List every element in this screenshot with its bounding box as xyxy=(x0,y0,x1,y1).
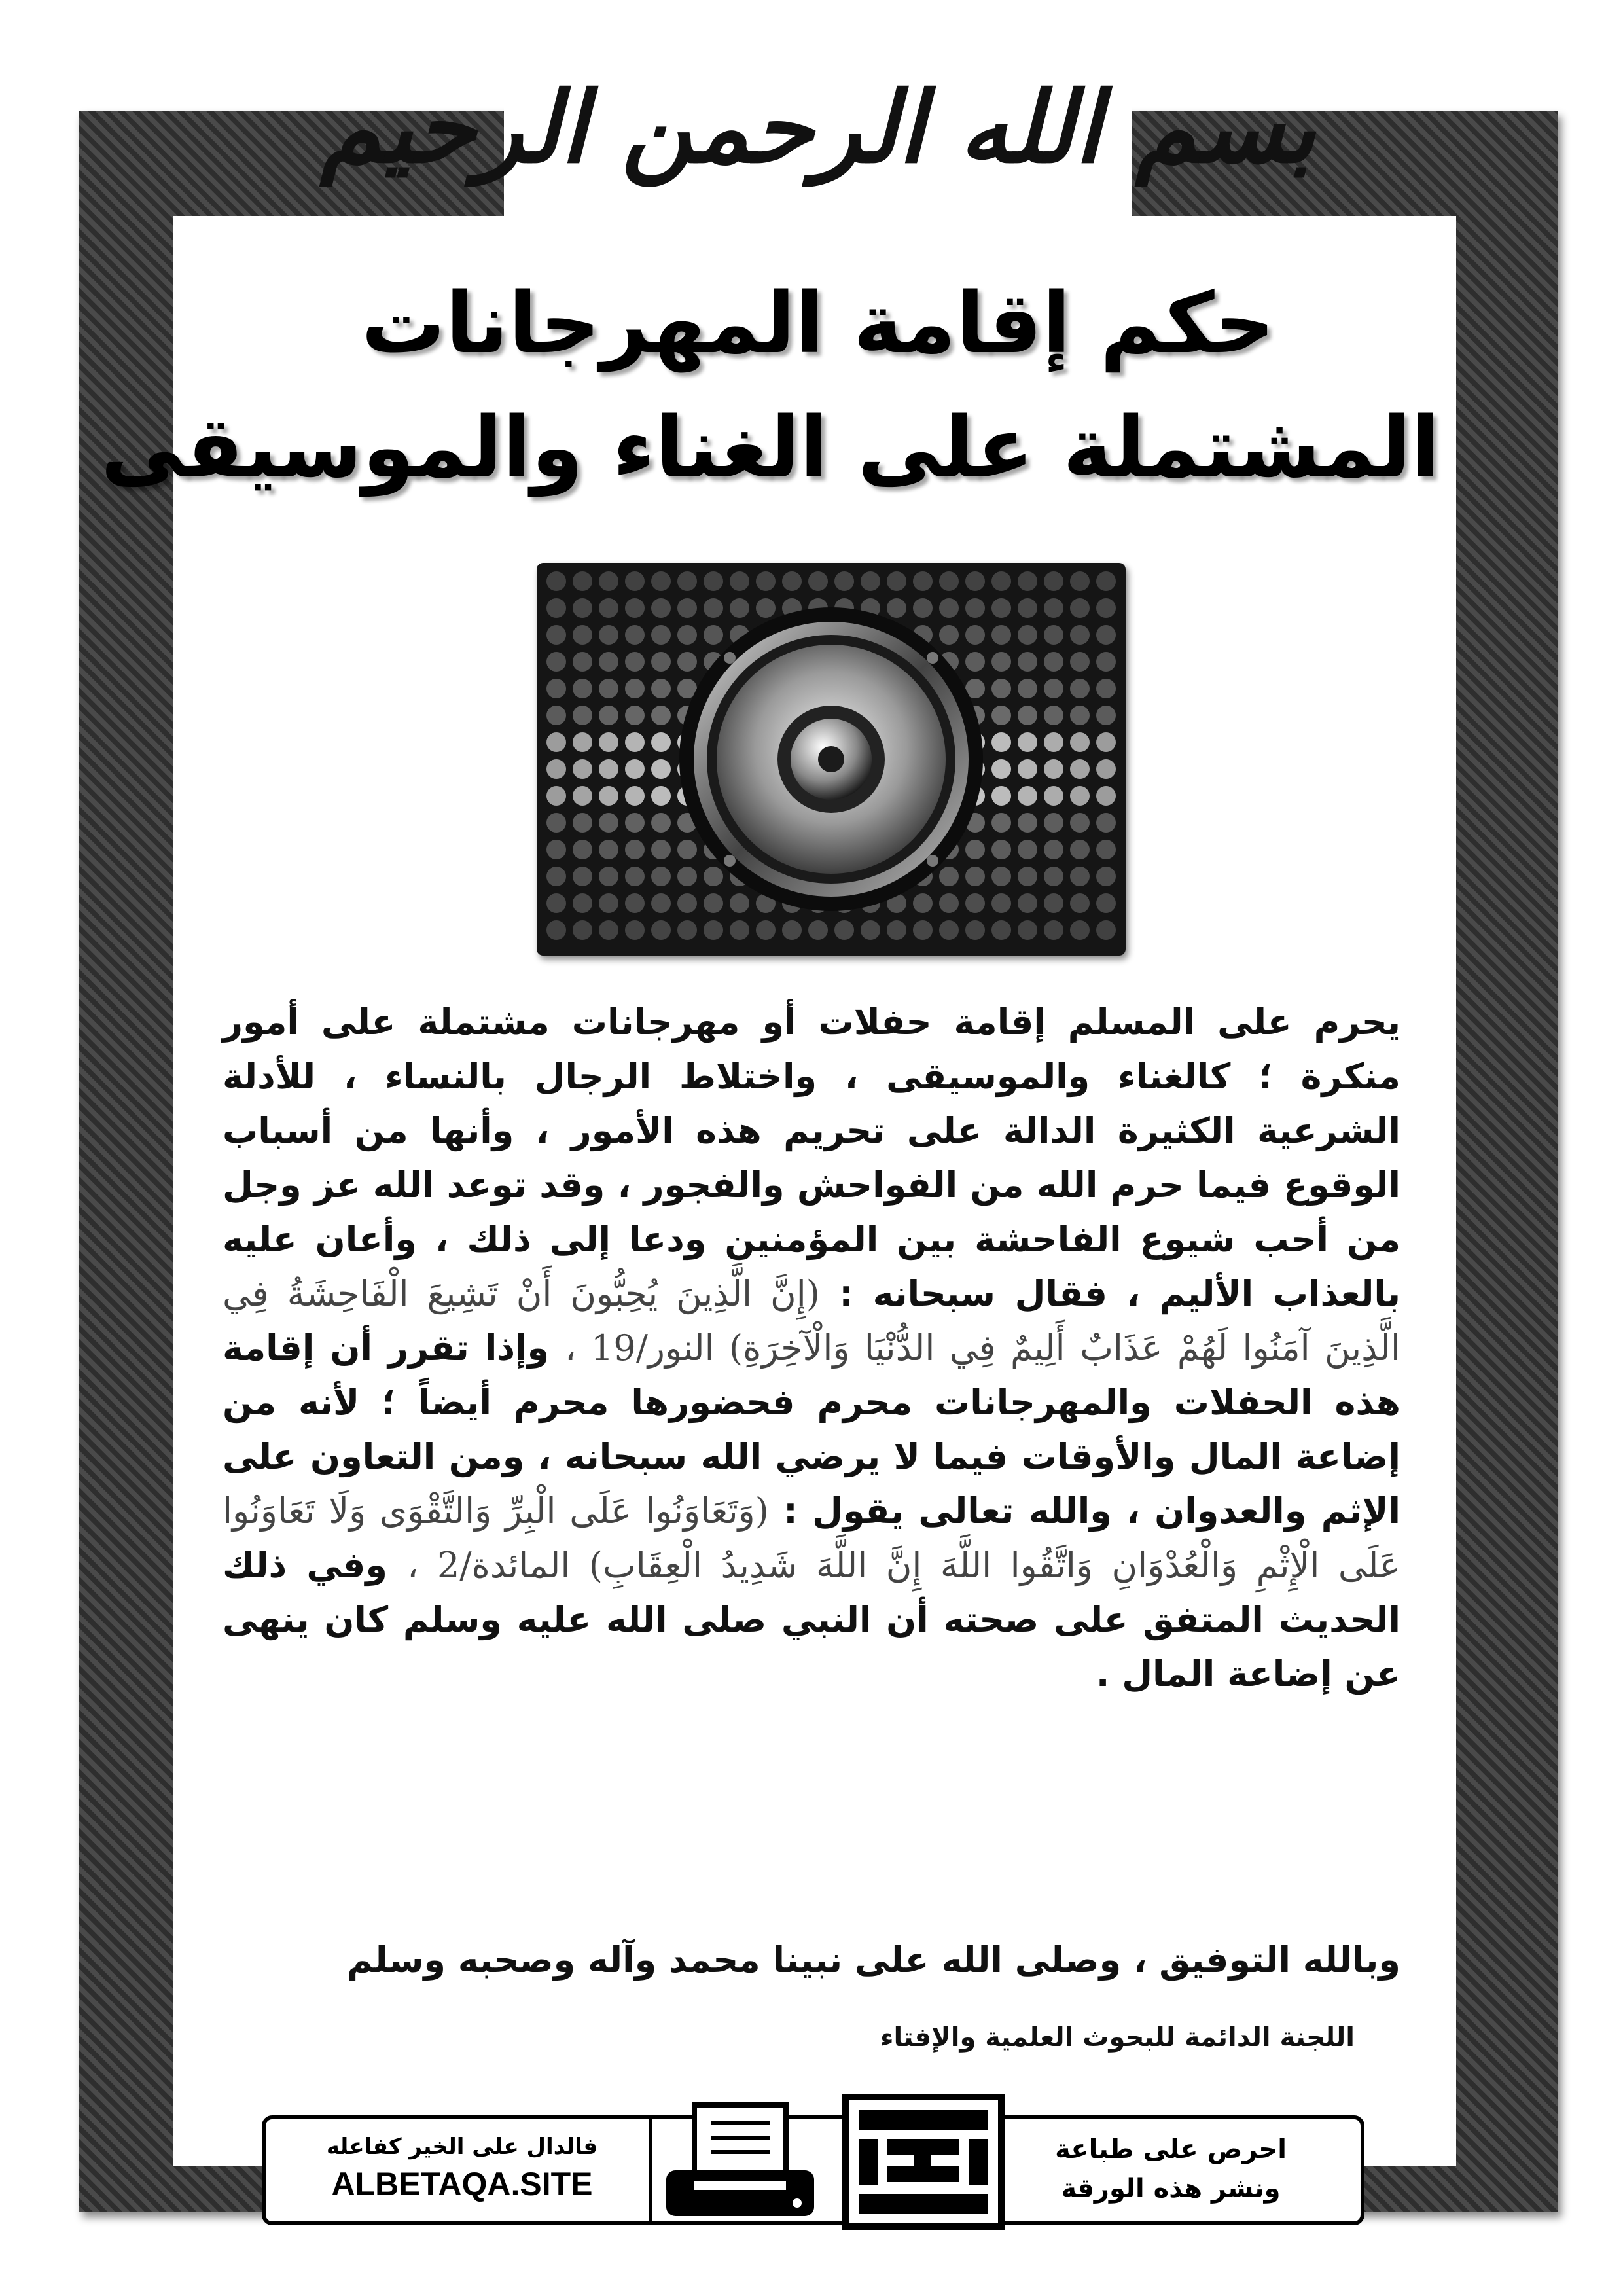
body-paragraph-3: وفي ذلك الحديث المتفق على صحته أن النبي صلى الله عليه وسلم كان ينهى عن إضاعة المال . xyxy=(223,1545,1400,1695)
footer-bar xyxy=(262,2115,1364,2225)
basmala-calligraphy: بسم الله الرحمن الرحيم xyxy=(320,70,1316,185)
footer-print-call xyxy=(1007,2130,1334,2211)
body-paragraph-1: يحرم على المسلم إقامة حفلات أو مهرجانات مشتملة على أمور منكرة ؛ كالغناء والموسيقى ، واختلاط الرجال بالنساء ، للأدلة الشرعية الكثيرة الدالة على تحريم هذه الأمور ، وأنها من أسباب الوقوع فيما حرم الله من الفواحش والفجور ، وقد توعد الله عز وجل من أحب شيوع الفاحشة بين المؤمنين ودعا إلى ذلك ، وأعان عليه بالعذاب الأليم ، فقال سبحانه : xyxy=(223,1001,1400,1314)
footer-divider-left xyxy=(649,2119,652,2221)
dawat-alwaraqa-logo xyxy=(842,2093,1005,2231)
printer-icon xyxy=(658,2097,822,2228)
footer-website-block xyxy=(279,2130,645,2211)
closing-supplication: وبالله التوفيق ، وصلى الله على نبينا محمد وآله وصحبه وسلم xyxy=(346,1939,1400,1981)
fatwa-body xyxy=(223,995,1400,1701)
footer-print-line-1: احرص على طباعة xyxy=(1055,2134,1287,2164)
quran-verse-an-nur: (إِنَّ الَّذِينَ يُحِبُّونَ أَنْ تَشِيعَ الْفَاحِشَةُ فِي الَّذِينَ آمَنُوا لَهُمْ عَذَابٌ أَلِيمٌ فِي الدُّنْيَا وَالْآخِرَةِ) النور/19 ، xyxy=(223,1273,1400,1369)
speaker-illustration xyxy=(537,563,1126,956)
issuer-signature: اللجنة الدائمة للبحوث العلمية والإفتاء xyxy=(880,2022,1355,2053)
title-line-1: حكم إقامة المهرجانات xyxy=(361,275,1275,372)
speaker-icon xyxy=(537,563,1126,956)
footer-print-line-2: ونشر هذه الورقة xyxy=(1061,2174,1281,2204)
title-line-2: المشتملة على الغناء والموسيقى xyxy=(100,399,1440,497)
footer-motto: فالدال على الخير كفاعله xyxy=(326,2134,598,2160)
page-title xyxy=(100,262,1440,511)
body-paragraph-2: وإذا تقرر أن إقامة هذه الحفلات والمهرجانات محرم فحضورها محرم أيضاً ؛ لأنه من إضاعة المال والأوقات فيما لا يرضي الله سبحانه ، ومن التعاون على الإثم والعدوان ، والله تعالى يقول : xyxy=(223,1327,1401,1532)
quran-verse-al-maidah: (وَتَعَاوَنُوا عَلَى الْبِرِّ وَالتَّقْوَى وَلَا تَعَاوَنُوا عَلَى الْإِثْمِ وَالْعُدْوَانِ وَاتَّقُوا اللَّهَ إِنَّ اللَّهَ شَدِيدُ الْعِقَابِ) المائدة/2 ، xyxy=(223,1490,1400,1586)
website-link[interactable]: ALBETAQA.SITE xyxy=(331,2166,593,2202)
